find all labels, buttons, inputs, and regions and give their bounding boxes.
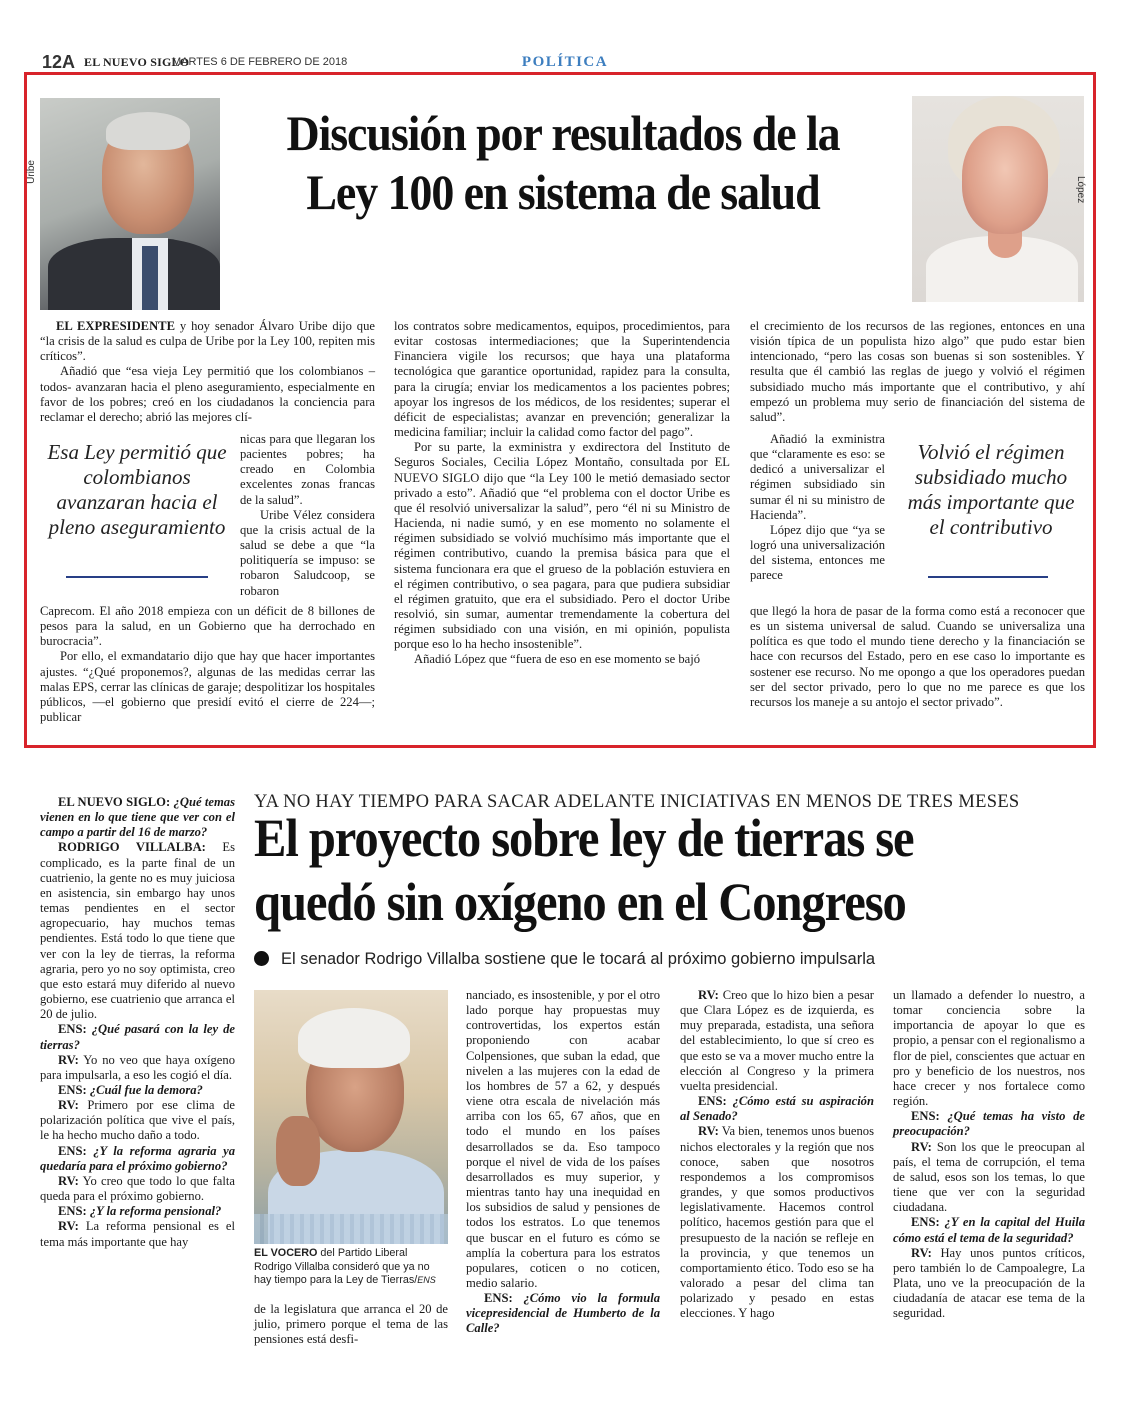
photo-caption-lopez: López [1075, 176, 1086, 204]
paragraph: Uribe Vélez considera que la crisis actual de la salud se debe a que “la politiquería se impuso: se robaron Saludcoop, se robaron [240, 507, 375, 598]
question: ¿Y la reforma pensional? [89, 1204, 222, 1219]
answer: Es complicado, es la parte final de un cuatrienio, la gente no es muy juiciosa en asistencia, sin embargo hay unos temas pendientes en el sector agropecuario, hay muchos temas pendientes. Está todo lo que tiene que ver con la ley de tierras, la reforma agraria, pero yo no soy optimista, creo que esto estará muy diferido al nuevo gobierno, ese cuatrienio que arranca el 20 de julio. [40, 840, 235, 1022]
answer: Son los que le preocupan al país, el tema de corrupción, el tema de salud, esos son los temas, lo que tiene que ver con la seguridad ciudadana. [893, 1139, 1085, 1215]
speaker: ENS: [58, 1022, 87, 1037]
question: ¿Y la reforma agraria ya quedaría para el próximo gobierno? [40, 1143, 235, 1173]
caption-lead: EL VOCERO [254, 1247, 318, 1259]
speaker: ENS: [58, 1082, 87, 1097]
speaker: ENS: [698, 1094, 727, 1109]
answer: Creo que lo hizo bien a pesar que Clara López es de izquierda, es muy preparada, estadista, una señora del establecimiento, lo que sí creo es que esto se va a mover mucho entre la elección al Congreso y la primera vuelta presidencial. [680, 988, 874, 1093]
speaker: RV: [58, 1052, 79, 1067]
pull-quote-rule [66, 576, 208, 578]
question: ¿Cómo vio la formula vicepresidencial de Humberto de la Calle? [466, 1291, 660, 1336]
paragraph: Añadió que “esa vieja Ley permitió que los colombianos –todos- avanzaran hacia el pleno aseguramiento, especialmente en favor de los pobres; creó en los ciudadanos la conciencia para reclamar el derecho; abrió las mejores clí- [40, 364, 375, 424]
page-number: 12A [42, 52, 76, 72]
interview-col3 [466, 988, 660, 1337]
speaker: ENS: [58, 1204, 87, 1219]
answer: Va bien, tenemos unos buenos nichos electorales y la región que nos conoce, saben que nosotros respondemos a los compromisos grandes, y que somos productivos legislativamente. Hacemos control político, hacemos gestión para que el presupuesto de la nación se refleje en la provincia, y que tenemos un comportamiento ético. Todo eso se ha valorado a pesar del clima tan polarizado y pesado en estas elecciones. Y hago [680, 1124, 875, 1321]
speaker: ENS: [58, 1143, 87, 1158]
interview-col1 [40, 795, 235, 1250]
paragraph: Por su parte, la exministra y exdirectora del Instituto de Seguros Sociales, Cecilia López Montaño, consultada por EL NUEVO SIGLO dijo que “la Ley 100 le metió demasiado sector privado a esto”. Añadió que “el problema con el doctor Uribe es que él resolvió universalizar la salud”, pero “él ni su Ministro de Hacienda, ni nadie sumó, y en ese momento no solamente el régimen subsidiado se volvió muchísimo más importante que el régimen contributivo, cuando la premisa básica para que el sistema funcionara era que el grueso de la población estuviera en el régimen contributivo, o sea pagara, para que pudiera subsidiar el régimen gratuito, que era el subsidiado. Pero el doctor Uribe resolvió, sin sumar, aumentar tremendamente la cobertura del régimen subsidiado con una visión, en mi opinión, populista porque eso lo ha hecho insostenible”. [394, 440, 730, 652]
photo-caption-uribe: Uribe [26, 160, 37, 184]
speaker: RV: [58, 1219, 79, 1234]
question: ¿Cuál fue la demora? [89, 1082, 203, 1097]
answer: La reforma pensional es el tema más importante que hay [40, 1219, 235, 1249]
paragraph: Añadió la exministra que “claramente es eso: se dedicó a universalizar el régimen subsidiado sin sumar él ni su ministro de Hacienda”. [750, 432, 885, 522]
article-dek [254, 950, 875, 969]
question: ¿Qué pasará con la ley de tierras? [40, 1022, 235, 1052]
lead-in: EL EXPRESIDENTE [56, 319, 175, 333]
interview-col4 [680, 988, 874, 1321]
top-col1-upper [40, 319, 375, 425]
pull-quote-rule [928, 576, 1048, 578]
top-col1-lower [40, 604, 375, 725]
paragraph: los contratos sobre medicamentos, equipos, procedimientos, para evitar costosas intermediaciones; que la Superintendencia Financiera vigile los recursos; que haya una plataforma tecnológica que garantice oportunidad, rapidez para la consulta, para la cirugía; enviar los medicamentos a los pacientes pobres; apoyar los ingresos de los médicos, de los residentes; superar el déficit de especialistas; avanzar en prevención; generalizar la medicina familiar; incluir la calidad como factor del pago”. [394, 319, 730, 440]
speaker: RV: [698, 1124, 719, 1139]
bottom-headline: El proyecto sobre ley de tierras se quedó sin oxígeno en el Congreso [254, 808, 914, 932]
top-col3-upper [750, 319, 1085, 425]
speaker: RV: [911, 1245, 932, 1260]
photo-caption [254, 1247, 448, 1288]
answer: un llamado a defender lo nuestro, a tomar conciencia sobre la importancia de apoyar lo que es propio, a pensar con el regionalismo a flor de piel, conscientes que actuar en pro y beneficio de los nuestros, nos hace crecer y nos fortalece como región. [893, 988, 1085, 1109]
speaker: ENS: [911, 1109, 940, 1124]
top-headline: Discusión por resultados de la Ley 100 en sistema de salud [286, 105, 840, 220]
paragraph: López dijo que “ya se logró una universalización del sistema, entonces me parece [750, 522, 885, 583]
speaker: ENS: [911, 1215, 940, 1230]
lopez-photo [912, 96, 1084, 302]
speaker: RV: [58, 1098, 79, 1113]
paragraph: Por ello, el exmandatario dijo que hay que hacer importantes ajustes. “¿Qué proponemos?, algunas de las medidas cerrar las malas EPS, cerrar las clínicas de garaje; despolitizar los hospitales públicos, —el gobierno que presidí evitó el cierre de 224—; publicar [40, 649, 375, 725]
top-col3-lower [750, 604, 1085, 710]
answer: Yo no veo que haya oxígeno para impulsarla, a eso les cogió el día. [40, 1052, 235, 1082]
interview-col2 [254, 1302, 448, 1347]
speaker: RODRIGO VILLALBA: [58, 840, 206, 855]
question: ¿Qué temas vienen en lo que tiene que ver con el campo a partir del 16 de marzo? [40, 795, 235, 840]
speaker: RV: [911, 1139, 932, 1154]
paragraph: el crecimiento de los recursos de las regiones, entonces en una visión típica de un populista hizo algo” que pudo estar bien intencionado, “pero las cosas son buenas si son sostenibles. Y resulta que él cambió las reglas de juego y volvió el régimen subsidiado mucho más importante que el contributivo, y ahí empezó un problema muy serio de financiación del sistema de salud”. [750, 319, 1085, 424]
speaker: ENS: [484, 1291, 513, 1306]
section-label: POLÍTICA [521, 54, 609, 70]
question: ¿Y en la capital del Huila cómo está el tema de la seguridad? [893, 1215, 1085, 1245]
speaker: RV: [698, 988, 719, 1002]
paragraph: Caprecom. El año 2018 empieza con un déficit de 8 billones de pesos para la salud, en un Gobierno que ha derrochado en burocracia”. [40, 604, 375, 649]
interview-col5 [893, 988, 1085, 1321]
answer: nanciado, es insostenible, y por el otro lado porque hay propuestas muy controvertidas, los expertos están proponiendo con acabar Colpensiones, que suban la edad, que nivelen a las mujeres con la edad de los hombres de 57 a 62, y después viene otra escala de nivelación más arriba con los 65, 67 años, que en todo el mundo en los países desarrollados se da. Eso tampoco porque el nivel de vida de los países desarrollados es muy superior, y mientras tanto hay una inequidad en los subsidios de salud y pensiones de todos los estratos. Lo que tenemos que buscar en el futuro es cómo se amplía la cobertura para los estratos populares, coticen o no coticen, medio salario. [466, 988, 660, 1290]
bullet-icon [254, 951, 269, 966]
paragraph: que llegó la hora de pasar de la forma como está a reconocer que es un sistema universal de salud. Cuando se universaliza una política es que todo el mundo tiene derecho y la financiación se hace con recursos del Estado, pero en ese caso lo importante es sostener ese recurso. No me opongo a que los operadores puedan ser del sector privado, pero lo que no me parece es que los recursos los maneje a su antojo el sector privado”. [750, 604, 1085, 709]
villalba-photo [254, 990, 448, 1244]
top-col3-wrap [750, 432, 885, 584]
answer: Hay unos puntos críticos, pero también lo de Campoalegre, La Plata, uno ve la preocupación de la ciudadanía de atacar ese tema de la seguridad. [893, 1245, 1085, 1321]
uribe-photo [40, 98, 220, 310]
question: ¿Qué temas ha visto de preocupación? [893, 1109, 1085, 1139]
caption-text: del Partido Liberal Rodrigo Villalba consideró que ya no hay tiempo para la Ley de Tierras/ [254, 1247, 430, 1287]
caption-credit: ENS [417, 1275, 436, 1286]
answer: Yo creo que todo lo que falta queda para el próximo gobierno. [40, 1173, 235, 1204]
pull-quote-left: Esa Ley permitió que colombianos avanzaran hacia el pleno aseguramiento [47, 440, 227, 539]
speaker: RV: [58, 1173, 79, 1188]
issue-date: MARTES 6 DE FEBRERO DE 2018 [172, 56, 348, 68]
paragraph: Añadió López que “fuera de eso en ese momento se bajó [414, 652, 701, 667]
paragraph: nicas para que llegaran los pacientes pobres; ha creado en Colombia excelentes zonas francas de la salud”. [240, 432, 375, 507]
pull-quote-right: Volvió el régimen subsidiado mucho más importante que el contributivo [907, 440, 1075, 539]
top-col2 [394, 319, 730, 668]
answer: de la legislatura que arranca el 20 de julio, primero porque el tema de las pensiones está desfi- [254, 1302, 448, 1347]
speaker: EL NUEVO SIGLO: [58, 795, 171, 809]
article-kicker: YA NO HAY TIEMPO PARA SACAR ADELANTE INICIATIVAS EN MENOS DE TRES MESES [254, 792, 1020, 812]
paragraph: y hoy senador Álvaro Uribe dijo que “la crisis de la salud es culpa de Uribe por la Ley 100, repiten mis críticos”. [40, 319, 375, 364]
newspaper-name: EL NUEVO SIGLO [84, 55, 190, 69]
top-col1-wrap [240, 432, 375, 599]
dek-text: El senador Rodrigo Villalba sostiene que le tocará al próximo gobierno impulsarla [281, 950, 876, 968]
question: ¿Cómo está su aspiración al Senado? [680, 1094, 874, 1124]
answer: Primero por ese clima de polarización política que vive el país, le ha hecho mucho daño a todo. [40, 1098, 235, 1143]
